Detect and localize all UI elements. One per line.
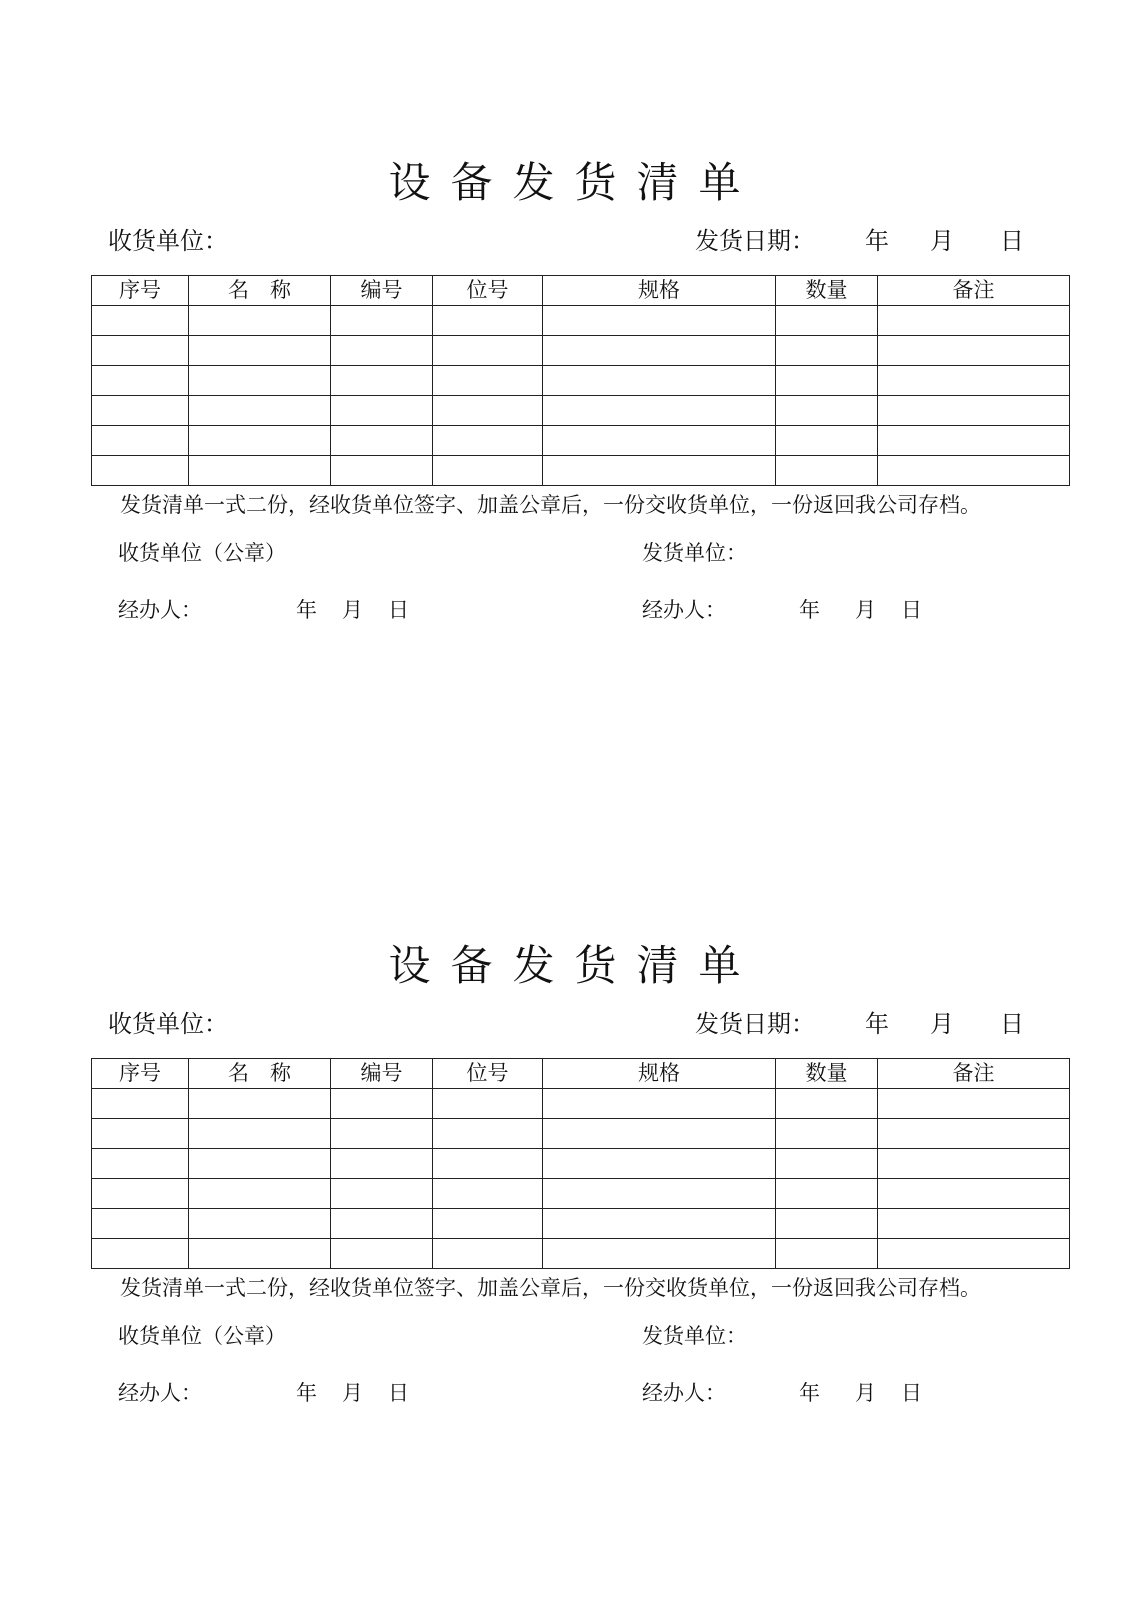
cell-quantity[interactable]	[776, 1089, 878, 1119]
form-title: 设备发货清单	[388, 941, 761, 990]
shipper-field[interactable]	[642, 538, 747, 568]
cell-position[interactable]	[433, 1239, 543, 1269]
receiver-handler-day: 日	[388, 1381, 409, 1405]
table-row	[92, 396, 1070, 426]
shipper-label: 发货单位：	[642, 541, 747, 565]
col-header-name: 名 称	[189, 276, 331, 306]
table-row	[92, 336, 1070, 366]
shipper-handler-year: 年	[799, 598, 820, 622]
cell-quantity[interactable]	[776, 336, 878, 366]
cell-quantity[interactable]	[776, 1209, 878, 1239]
cell-remarks[interactable]	[878, 366, 1070, 396]
cell-remarks[interactable]	[878, 426, 1070, 456]
cell-spec[interactable]	[543, 1149, 776, 1179]
cell-name[interactable]	[189, 396, 331, 426]
receiver-field[interactable]	[108, 1009, 228, 1039]
ship-date-year: 年	[865, 227, 889, 255]
cell-code[interactable]	[331, 426, 433, 456]
table-row	[92, 1119, 1070, 1149]
receiver-field[interactable]	[108, 226, 228, 256]
cell-quantity[interactable]	[776, 1179, 878, 1209]
cell-code[interactable]	[331, 456, 433, 486]
cell-name[interactable]	[189, 1239, 331, 1269]
cell-quantity[interactable]	[776, 1119, 878, 1149]
cell-remarks[interactable]	[878, 1209, 1070, 1239]
cell-name[interactable]	[189, 336, 331, 366]
cell-code[interactable]	[331, 336, 433, 366]
cell-name[interactable]	[189, 366, 331, 396]
ship-date-month: 月	[930, 1010, 954, 1038]
cell-name[interactable]	[189, 1089, 331, 1119]
cell-name[interactable]	[189, 426, 331, 456]
table-row	[92, 366, 1070, 396]
instruction-note: 发货清单一式二份，经收货单位签字、加盖公章后，一份交收货单位，一份返回我公司存档。	[120, 1276, 981, 1300]
table-row	[92, 426, 1070, 456]
cell-index[interactable]	[92, 1089, 189, 1119]
cell-code[interactable]	[331, 396, 433, 426]
receiver-seal-field[interactable]	[118, 538, 286, 568]
cell-code[interactable]	[331, 306, 433, 336]
shipper-handler-month: 月	[855, 1381, 876, 1405]
cell-quantity[interactable]	[776, 306, 878, 336]
cell-position[interactable]	[433, 1209, 543, 1239]
ship-date-field[interactable]	[695, 1009, 1024, 1039]
receiver-handler-year: 年	[296, 598, 317, 622]
table-row	[92, 1209, 1070, 1239]
cell-index[interactable]	[92, 1149, 189, 1179]
cell-position[interactable]	[433, 1149, 543, 1179]
receiver-handler-label: 经办人：	[118, 1381, 202, 1405]
table-body	[92, 1089, 1070, 1269]
col-header-code: 编号	[331, 276, 433, 306]
table-header-row	[92, 1059, 1070, 1089]
col-header-quantity: 数量	[776, 276, 878, 306]
cell-name[interactable]	[189, 456, 331, 486]
cell-position[interactable]	[433, 456, 543, 486]
cell-index[interactable]	[92, 1239, 189, 1269]
shipper-handler-label: 经办人：	[642, 598, 726, 622]
shipper-field[interactable]	[642, 1321, 747, 1351]
cell-spec[interactable]	[543, 306, 776, 336]
receiver-seal-label: 收货单位（公章）	[118, 1324, 286, 1348]
cell-name[interactable]	[189, 1149, 331, 1179]
receiver-handler-field[interactable]	[118, 595, 409, 625]
col-header-remarks: 备注	[878, 1059, 1070, 1089]
cell-quantity[interactable]	[776, 396, 878, 426]
shipper-handler-day: 日	[901, 1381, 922, 1405]
table-row	[92, 306, 1070, 336]
col-header-index: 序号	[92, 1059, 189, 1089]
receiver-handler-month: 月	[342, 598, 363, 622]
cell-spec[interactable]	[543, 1179, 776, 1209]
col-header-name: 名 称	[189, 1059, 331, 1089]
cell-index[interactable]	[92, 336, 189, 366]
receiver-label: 收货单位：	[108, 227, 228, 255]
shipper-handler-field[interactable]	[642, 1378, 922, 1408]
cell-position[interactable]	[433, 366, 543, 396]
cell-code[interactable]	[331, 1209, 433, 1239]
cell-spec[interactable]	[543, 1089, 776, 1119]
receiver-label: 收货单位：	[108, 1010, 228, 1038]
ship-date-day: 日	[1000, 1010, 1024, 1038]
cell-remarks[interactable]	[878, 1239, 1070, 1269]
table-header-row	[92, 276, 1070, 306]
col-header-quantity: 数量	[776, 1059, 878, 1089]
delivery-form-copy-1	[0, 0, 1131, 785]
cell-position[interactable]	[433, 336, 543, 366]
shipper-handler-year: 年	[799, 1381, 820, 1405]
cell-position[interactable]	[433, 1179, 543, 1209]
table-body	[92, 306, 1070, 486]
receiver-seal-label: 收货单位（公章）	[118, 541, 286, 565]
receiver-handler-year: 年	[296, 1381, 317, 1405]
cell-spec[interactable]	[543, 396, 776, 426]
cell-code[interactable]	[331, 1089, 433, 1119]
cell-quantity[interactable]	[776, 366, 878, 396]
ship-date-day: 日	[1000, 227, 1024, 255]
shipper-handler-day: 日	[901, 598, 922, 622]
cell-index[interactable]	[92, 396, 189, 426]
cell-index[interactable]	[92, 426, 189, 456]
cell-spec[interactable]	[543, 1119, 776, 1149]
shipper-label: 发货单位：	[642, 1324, 747, 1348]
shipper-handler-label: 经办人：	[642, 1381, 726, 1405]
cell-remarks[interactable]	[878, 456, 1070, 486]
cell-spec[interactable]	[543, 1239, 776, 1269]
cell-code[interactable]	[331, 1179, 433, 1209]
shipment-table	[91, 1058, 1070, 1269]
ship-date-year: 年	[865, 1010, 889, 1038]
cell-name[interactable]	[189, 1209, 331, 1239]
cell-code[interactable]	[331, 1149, 433, 1179]
cell-spec[interactable]	[543, 456, 776, 486]
cell-remarks[interactable]	[878, 1089, 1070, 1119]
table-row	[92, 456, 1070, 486]
cell-code[interactable]	[331, 1239, 433, 1269]
col-header-position: 位号	[433, 276, 543, 306]
form-title: 设备发货清单	[388, 158, 761, 207]
cell-remarks[interactable]	[878, 1179, 1070, 1209]
cell-name[interactable]	[189, 1119, 331, 1149]
cell-position[interactable]	[433, 426, 543, 456]
table-row	[92, 1239, 1070, 1269]
ship-date-label: 发货日期：	[695, 1010, 815, 1038]
col-header-code: 编号	[331, 1059, 433, 1089]
cell-quantity[interactable]	[776, 1149, 878, 1179]
ship-date-field[interactable]	[695, 226, 1024, 256]
cell-index[interactable]	[92, 306, 189, 336]
cell-spec[interactable]	[543, 366, 776, 396]
cell-position[interactable]	[433, 1089, 543, 1119]
col-header-remarks: 备注	[878, 276, 1070, 306]
receiver-handler-label: 经办人：	[118, 598, 202, 622]
shipper-handler-field[interactable]	[642, 595, 922, 625]
col-header-spec: 规格	[543, 1059, 776, 1089]
cell-spec[interactable]	[543, 1209, 776, 1239]
shipper-handler-month: 月	[855, 598, 876, 622]
receiver-seal-field[interactable]	[118, 1321, 286, 1351]
shipment-table	[91, 275, 1070, 486]
cell-code[interactable]	[331, 1119, 433, 1149]
cell-remarks[interactable]	[878, 1149, 1070, 1179]
cell-name[interactable]	[189, 306, 331, 336]
col-header-position: 位号	[433, 1059, 543, 1089]
table-row	[92, 1149, 1070, 1179]
col-header-index: 序号	[92, 276, 189, 306]
cell-index[interactable]	[92, 1119, 189, 1149]
table-row	[92, 1179, 1070, 1209]
cell-quantity[interactable]	[776, 456, 878, 486]
col-header-spec: 规格	[543, 276, 776, 306]
cell-spec[interactable]	[543, 336, 776, 366]
instruction-note: 发货清单一式二份，经收货单位签字、加盖公章后，一份交收货单位，一份返回我公司存档。	[120, 493, 981, 517]
delivery-form-copy-2	[0, 783, 1131, 1568]
cell-index[interactable]	[92, 456, 189, 486]
cell-remarks[interactable]	[878, 1119, 1070, 1149]
cell-remarks[interactable]	[878, 396, 1070, 426]
table-row	[92, 1089, 1070, 1119]
receiver-handler-field[interactable]	[118, 1378, 409, 1408]
cell-spec[interactable]	[543, 426, 776, 456]
cell-remarks[interactable]	[878, 306, 1070, 336]
ship-date-month: 月	[930, 227, 954, 255]
cell-name[interactable]	[189, 1179, 331, 1209]
cell-position[interactable]	[433, 396, 543, 426]
cell-remarks[interactable]	[878, 336, 1070, 366]
cell-code[interactable]	[331, 366, 433, 396]
receiver-handler-day: 日	[388, 598, 409, 622]
cell-index[interactable]	[92, 366, 189, 396]
cell-position[interactable]	[433, 306, 543, 336]
cell-quantity[interactable]	[776, 426, 878, 456]
receiver-handler-month: 月	[342, 1381, 363, 1405]
cell-index[interactable]	[92, 1209, 189, 1239]
cell-quantity[interactable]	[776, 1239, 878, 1269]
ship-date-label: 发货日期：	[695, 227, 815, 255]
cell-index[interactable]	[92, 1179, 189, 1209]
cell-position[interactable]	[433, 1119, 543, 1149]
